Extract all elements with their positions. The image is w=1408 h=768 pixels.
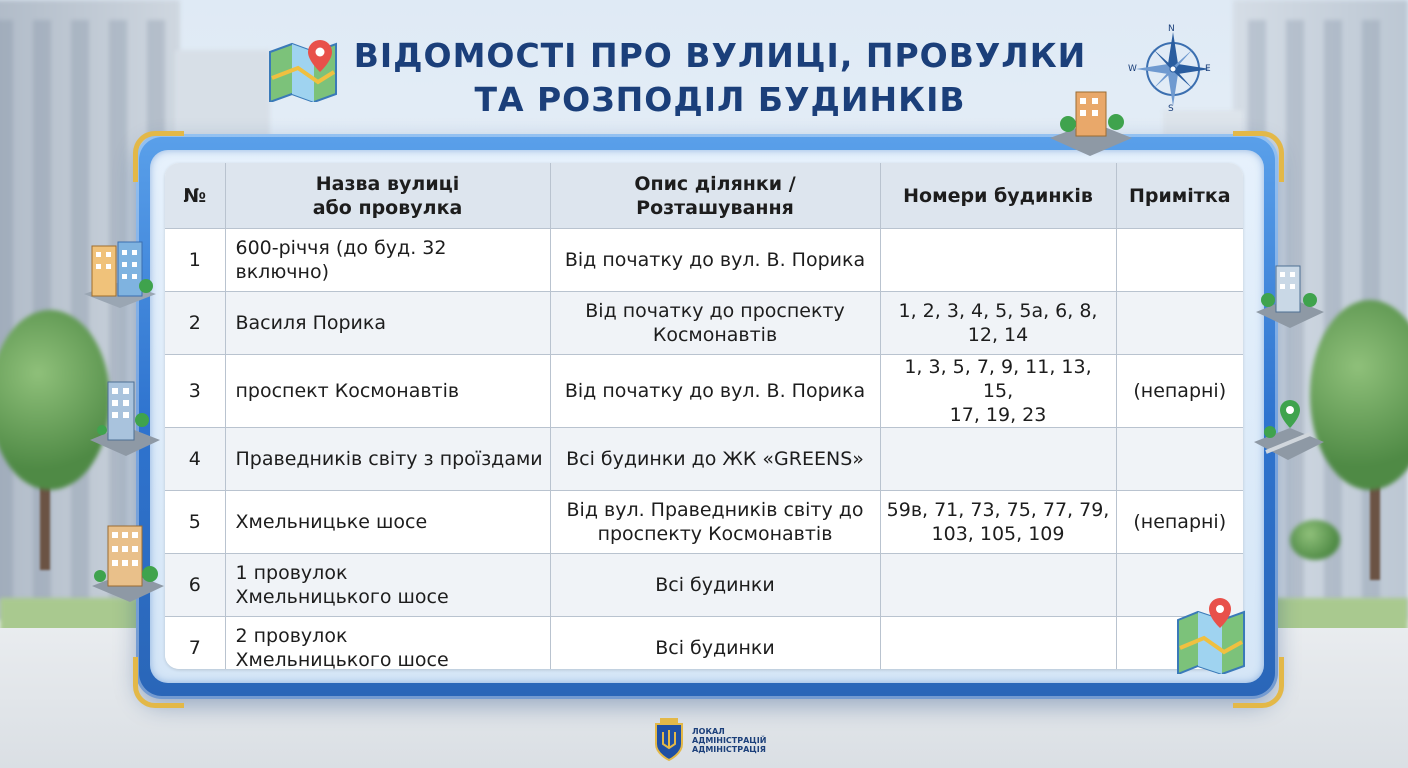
streets-table xyxy=(165,163,1243,669)
cell-description: Від початку до вул. В. Порика xyxy=(550,355,880,428)
cell-street-name: Праведників світу з проїздами xyxy=(225,428,550,491)
table-row xyxy=(165,491,1243,554)
cell-house-numbers: 1, 3, 5, 7, 9, 11, 13, 15, 17, 19, 23 xyxy=(880,355,1116,428)
cell-num: 4 xyxy=(165,428,225,491)
cell-note xyxy=(1116,292,1243,355)
map-pin-icon xyxy=(268,38,340,102)
building-icon xyxy=(90,520,166,604)
cell-house-numbers xyxy=(880,554,1116,617)
cell-note xyxy=(1116,428,1243,491)
table-row xyxy=(165,428,1243,491)
title-line-1: ВІДОМОСТІ ПРО ВУЛИЦІ, ПРОВУЛКИ xyxy=(353,36,1087,75)
table-header-row xyxy=(165,163,1243,229)
building-icon xyxy=(1254,262,1326,332)
table-row xyxy=(165,554,1243,617)
header-note: Примітка xyxy=(1116,163,1243,229)
cell-description: Від початку до проспекту Космонавтів xyxy=(550,292,880,355)
compass-w-label: W xyxy=(1128,64,1137,74)
footer-line-3: АДМІНІСТРАЦІЯ xyxy=(692,744,766,754)
cell-num: 1 xyxy=(165,229,225,292)
cell-num: 3 xyxy=(165,355,225,428)
cell-description: Від вул. Праведників світу до проспекту Космонавтів xyxy=(550,491,880,554)
cell-house-numbers xyxy=(880,229,1116,292)
cell-note: (непарні) xyxy=(1116,355,1243,428)
cell-street-name: 2 провулок Хмельницького шосе xyxy=(225,617,550,670)
compass-s-label: S xyxy=(1168,104,1174,114)
table-row xyxy=(165,229,1243,292)
cell-num: 6 xyxy=(165,554,225,617)
cell-description: Всі будинки xyxy=(550,617,880,670)
building-icon xyxy=(88,378,162,460)
cell-note: (непарні) xyxy=(1116,491,1243,554)
coat-of-arms-icon xyxy=(652,718,686,762)
cell-num: 5 xyxy=(165,491,225,554)
cell-description: Всі будинки xyxy=(550,554,880,617)
cell-house-numbers xyxy=(880,617,1116,670)
footer-logo xyxy=(652,718,782,762)
building-icon xyxy=(1046,88,1136,160)
title-line-2: ТА РОЗПОДІЛ БУДИНКІВ xyxy=(474,80,966,119)
map-pin-icon xyxy=(1252,398,1326,468)
cell-street-name: 600-річчя (до буд. 32 включно) xyxy=(225,229,550,292)
cell-street-name: проспект Космонавтів xyxy=(225,355,550,428)
header-street-name: Назва вулиці або провулка xyxy=(225,163,550,229)
building-icon xyxy=(80,238,160,310)
header-house-numbers: Номери будинків xyxy=(880,163,1116,229)
table-row xyxy=(165,292,1243,355)
cell-num: 7 xyxy=(165,617,225,670)
cell-num: 2 xyxy=(165,292,225,355)
compass-n-label: N xyxy=(1168,24,1175,34)
footer-line-1: ЛОКАЛ xyxy=(692,726,725,736)
table-row xyxy=(165,355,1243,428)
map-icon xyxy=(1176,598,1248,674)
cell-house-numbers: 59в, 71, 73, 75, 77, 79, 103, 105, 109 xyxy=(880,491,1116,554)
header-num: № xyxy=(165,163,225,229)
page-title xyxy=(330,34,1110,122)
cell-description: Від початку до вул. В. Порика xyxy=(550,229,880,292)
cell-house-numbers: 1, 2, 3, 4, 5, 5а, 6, 8, 12, 14 xyxy=(880,292,1116,355)
footer-line-2: АДМІНІСТРАЦІЙ xyxy=(692,735,767,745)
cell-description: Всі будинки до ЖК «GREENS» xyxy=(550,428,880,491)
table-row xyxy=(165,617,1243,670)
cell-street-name: Хмельницьке шосе xyxy=(225,491,550,554)
compass-e-label: E xyxy=(1205,64,1211,74)
cell-note xyxy=(1116,229,1243,292)
cell-street-name: Василя Порика xyxy=(225,292,550,355)
header-description: Опис ділянки / Розташування xyxy=(550,163,880,229)
cell-house-numbers xyxy=(880,428,1116,491)
cell-street-name: 1 провулок Хмельницького шосе xyxy=(225,554,550,617)
